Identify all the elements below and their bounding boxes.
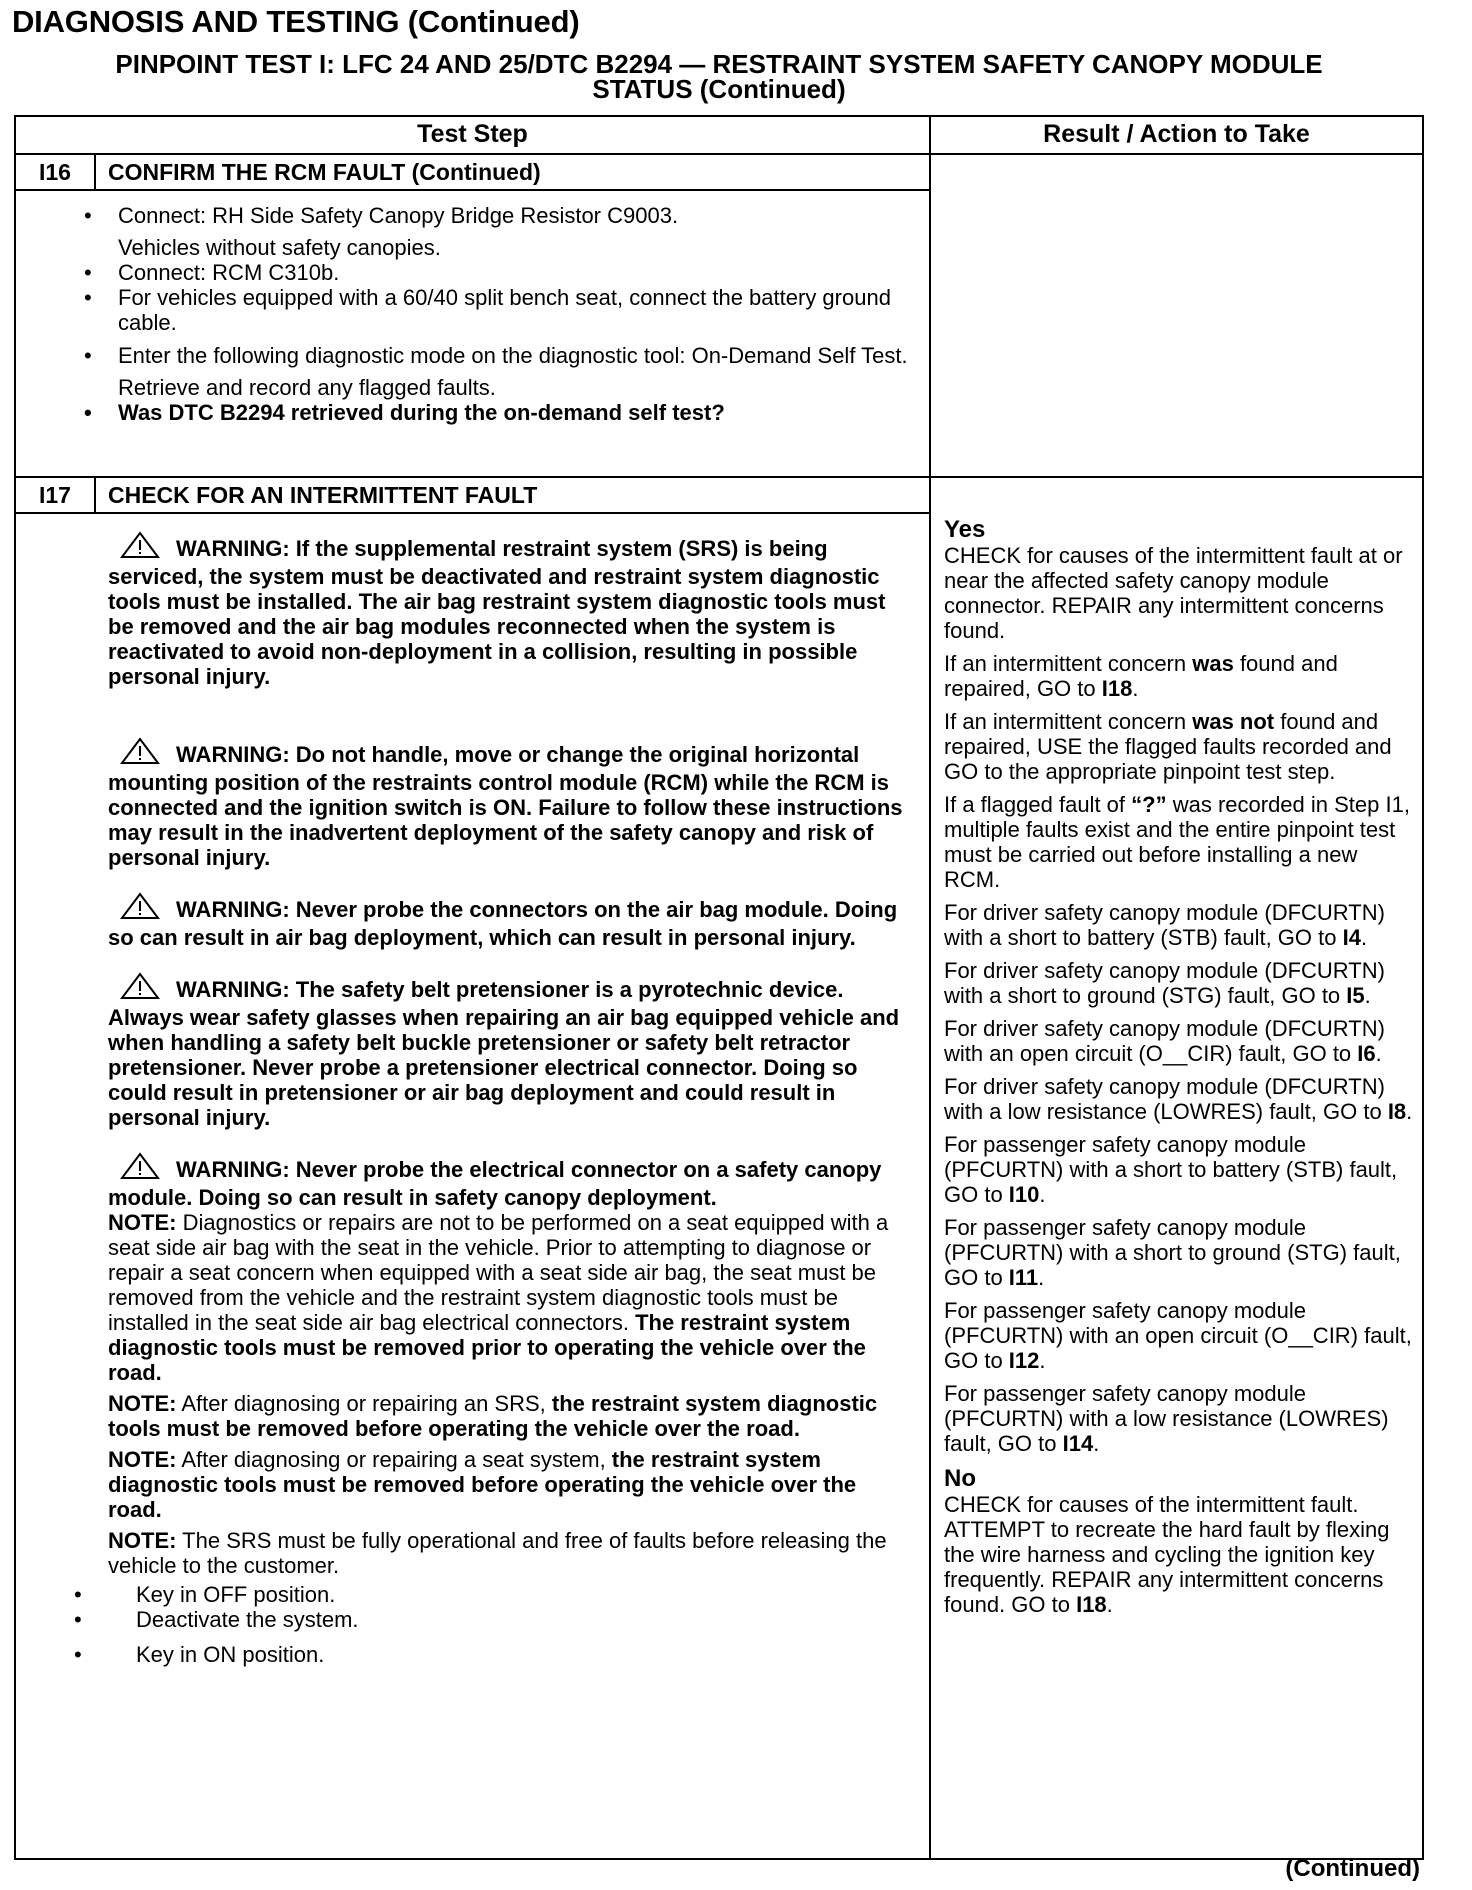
list-item: • Key in OFF position.	[68, 1582, 908, 1607]
result-fault-list	[944, 900, 1419, 1456]
step-i17-title-divider	[16, 512, 929, 514]
subtitle-line-2: STATUS (Continued)	[592, 74, 846, 104]
warning-srs: WARNING: If the supplemental restraint system (SRS) is being serviced, the system must be deactivated and restraint system diagnostic tools must be installed. The air bag restraint system diagnostic tools must be removed and the air bag modules reconnected when the system is reactivated to avoid non-deployment in a collision, resulting in possible personal injury.	[108, 531, 908, 689]
step-i17-body	[108, 531, 908, 1667]
pinpoint-test-subtitle	[14, 49, 1424, 104]
page-title: DIAGNOSIS AND TESTING (Continued)	[12, 4, 580, 39]
result-was-not-found: If an intermittent concern was not found and repaired, USE the flagged faults recorded and GO to the appropriate pinpoint test step.	[944, 709, 1392, 784]
warning-rcm-position: WARNING: Do not handle, move or change the original horizontal mounting position of the restraints control module (RCM) while the RCM is connected and the ignition switch is ON. Failure to follow these instructions may result in the inadvertent deployment of the safety canopy and risk of personal injury.	[108, 737, 908, 870]
result-item: For passenger safety canopy module (PFCURTN) with an open circuit (O__CIR) fault, GO to I12.	[944, 1298, 1412, 1373]
note-srs: NOTE: After diagnosing or repairing an SRS, the restraint system diagnostic tools must be removed before operating the vehicle over the road.	[108, 1391, 878, 1441]
note-seat-airbag: NOTE: Diagnostics or repairs are not to be performed on a seat equipped with a seat side air bag with the seat in the vehicle. Prior to attempting to diagnose or repair a seat concern when equipped with a seat side air bag, the seat must be removed from the vehicle and the restraint system diagnostic tools must be installed in the seat side air bag electrical connectors. The restraint system diagnostic tools must be removed prior to operating the vehicle over the road.	[108, 1210, 889, 1385]
header-result-action: Result / Action to Take	[1043, 120, 1310, 148]
result-item: For driver safety canopy module (DFCURTN) with a short to ground (STG) fault, GO to I5.	[944, 958, 1385, 1008]
step-i16-title-divider	[16, 189, 929, 191]
result-item: For passenger safety canopy module (PFCURTN) with a low resistance (LOWRES) fault, GO to I14.	[944, 1381, 1389, 1456]
step-i17-results	[931, 517, 1419, 1625]
list-item: • Was DTC B2294 retrieved during the on-demand self test?	[78, 400, 908, 425]
result-item: For passenger safety canopy module (PFCURTN) with a short to ground (STG) fault, GO to I11.	[944, 1215, 1401, 1290]
result-flagged-fault: If a flagged fault of “?” was recorded in Step I1, multiple faults exist and the entire pinpoint test must be carried out before installing a new RCM.	[944, 792, 1410, 892]
header-test-step: Test Step	[417, 120, 528, 148]
note-operational: NOTE: The SRS must be fully operational and free of faults before releasing the vehicle to the customer.	[108, 1528, 887, 1578]
list-item: • Connect: RCM C310b.	[78, 260, 908, 285]
subtitle-line-1: PINPOINT TEST I: LFC 24 AND 25/DTC B2294 — RESTRAINT SYSTEM SAFETY CANOPY MODULE	[115, 49, 1323, 79]
list-item: • Deactivate the system.	[68, 1607, 908, 1632]
note-seat-system: NOTE: After diagnosing or repairing a seat system, the restraint system diagnostic tools must be removed before operating the vehicle over the road.	[108, 1447, 857, 1522]
warning-triangle-icon	[108, 737, 176, 770]
result-item: For passenger safety canopy module (PFCURTN) with a short to battery (STB) fault, GO to I10.	[944, 1132, 1398, 1207]
result-yes-text: CHECK for causes of the intermittent fault at or near the affected safety canopy module connector. REPAIR any intermittent concerns found.	[944, 543, 1403, 643]
result-no-text: CHECK for causes of the intermittent fault. ATTEMPT to recreate the hard fault by flexing the wire harness and cycling the ignition key frequently. REPAIR any intermittent concerns found. GO to I18.	[944, 1492, 1390, 1617]
result-item: For driver safety canopy module (DFCURTN) with an open circuit (O__CIR) fault, GO to I6.	[944, 1016, 1385, 1066]
warning-triangle-icon	[108, 892, 176, 925]
list-item: • Key in ON position.	[68, 1642, 908, 1667]
step-title-i16: CONFIRM THE RCM FAULT (Continued)	[108, 159, 541, 185]
list-item: • For vehicles equipped with a 60/40 split bench seat, connect the battery ground cable.	[78, 285, 908, 335]
step-number-i16: I16	[16, 155, 96, 189]
warning-triangle-icon	[108, 531, 176, 564]
list-item-sub: Vehicles without safety canopies.	[118, 235, 441, 260]
list-item: • Connect: RH Side Safety Canopy Bridge Resistor C9003.	[78, 203, 908, 228]
continued-label: (Continued)	[1285, 1855, 1420, 1882]
warning-pretensioner: WARNING: The safety belt pretensioner is a pyrotechnic device. Always wear safety glasses when repairing an air bag equipped vehicle and when handling a safety belt buckle pretensioner or safety belt retractor pretensioner. Never probe a pretensioner electrical connector. Doing so could result in pretensioner or air bag deployment and could result in personal injury.	[108, 972, 908, 1130]
warning-triangle-icon	[108, 972, 176, 1005]
step-title-i17: CHECK FOR AN INTERMITTENT FAULT	[108, 482, 538, 508]
result-was-found: If an intermittent concern was found and repaired, GO to I18.	[944, 651, 1338, 701]
result-item: For driver safety canopy module (DFCURTN) with a short to battery (STB) fault, GO to I4.	[944, 900, 1385, 950]
step-i16-body	[78, 203, 908, 425]
result-yes-label: Yes	[944, 516, 986, 543]
warning-probe-airbag: WARNING: Never probe the connectors on the air bag module. Doing so can result in air bag deployment, which can result in personal injury.	[108, 892, 908, 950]
list-item-sub: Retrieve and record any flagged faults.	[118, 375, 496, 400]
step-number-i17: I17	[16, 478, 96, 512]
result-item: For driver safety canopy module (DFCURTN) with a low resistance (LOWRES) fault, GO to I8.	[944, 1074, 1413, 1124]
test-table	[14, 115, 1424, 1860]
warning-triangle-icon	[108, 1152, 176, 1185]
warning-canopy-connector: WARNING: Never probe the electrical connector on a safety canopy module. Doing so can result in safety canopy deployment.	[108, 1152, 908, 1210]
result-no-label: No	[944, 1465, 976, 1492]
list-item: • Enter the following diagnostic mode on the diagnostic tool: On-Demand Self Test.	[78, 343, 908, 368]
